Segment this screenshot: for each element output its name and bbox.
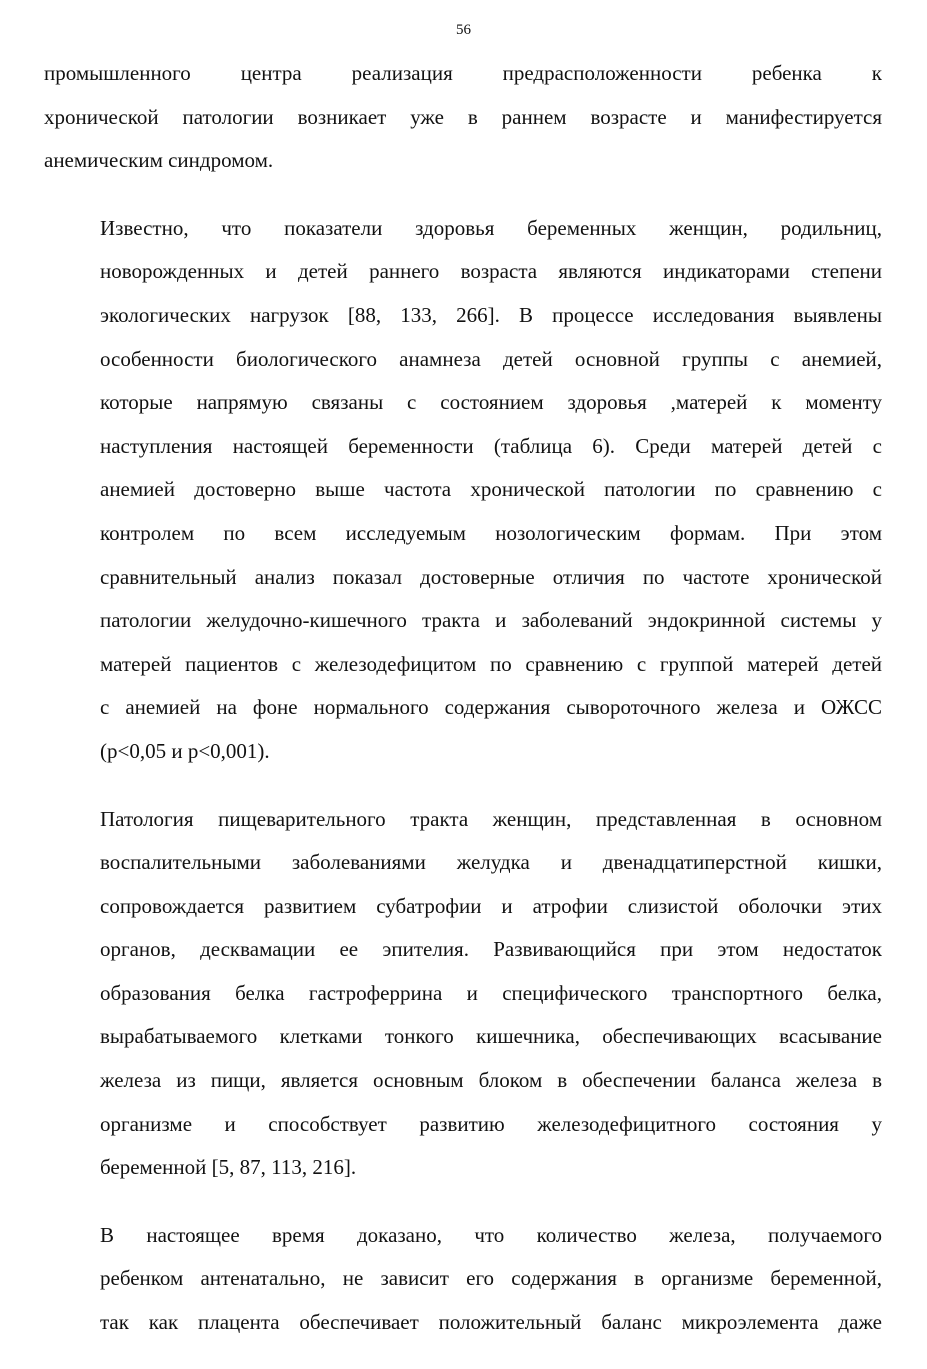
text-line: вырабатываемого клетками тонкого кишечника, обеспечивающих всасывание [100, 1024, 882, 1049]
text-line: воспалительными заболеваниями желудка и двенадцатиперстной кишки, [100, 850, 882, 875]
text-line: которые напрямую связаны с состоянием здоровья ,матерей к моменту [100, 390, 882, 415]
text-line: железа из пищи, является основным блоком в обеспечении баланса железа в [100, 1068, 882, 1093]
text-line: анемией достоверно выше частота хронической патологии по сравнению с [100, 477, 882, 502]
text-line: сопровождается развитием субатрофии и атрофии слизистой оболочки этих [100, 893, 882, 918]
text-line: анемическим синдромом. [44, 148, 274, 173]
paragraph [44, 798, 882, 1190]
text-line: В настоящее время доказано, что количество железа, получаемого [100, 1222, 882, 1247]
text-line: так как плацента обеспечивает положительный баланс микроэлемента даже [100, 1310, 882, 1335]
text-line: Известно, что показатели здоровья беременных женщин, родильниц, [100, 215, 882, 240]
paragraph [44, 207, 882, 774]
text-line: промышленного центра реализация предрасположенности ребенка к [44, 61, 882, 85]
text-line: ребенком антенатально, не зависит его содержания в организме беременной, [100, 1266, 882, 1291]
text-line: новорожденных и детей раннего возраста являются индикаторами степени [100, 259, 882, 284]
text-line: наступления настоящей беременности (таблица 6). Среди матерей детей с [100, 433, 882, 458]
text-line: (p<0,05 и p<0,001). [100, 738, 270, 763]
text-line: организме и способствует развитию железодефицитного состояния у [100, 1111, 882, 1136]
page-body [44, 52, 882, 1369]
text-line: матерей пациентов с железодефицитом по сравнению с группой матерей детей [100, 651, 882, 676]
text-line: с анемией на фоне нормального содержания сывороточного железа и ОЖСС [100, 695, 882, 720]
paragraph [44, 1214, 882, 1345]
text-line: особенности биологического анамнеза детей основной группы с анемией, [100, 346, 882, 371]
text-line: контролем по всем исследуемым нозологическим формам. При этом [100, 520, 882, 545]
text-line: органов, десквамации ее эпителия. Развивающийся при этом недостаток [100, 937, 882, 962]
text-line: хронической патологии возникает уже в раннем возрасте и манифестируется [44, 104, 882, 129]
page-number: 56 [456, 22, 471, 38]
text-line: сравнительный анализ показал достоверные отличия по частоте хронической [100, 564, 882, 589]
text-line: патологии желудочно-кишечного тракта и заболеваний эндокринной системы у [100, 608, 882, 633]
text-line: беременной [5, 87, 113, 216]. [100, 1155, 357, 1180]
text-line: образования белка гастроферрина и специфического транспортного белка, [100, 980, 882, 1005]
text-line: Патология пищеварительного тракта женщин, представленная в основном [100, 806, 882, 831]
paragraph [44, 52, 882, 183]
text-line: экологических нагрузок [88, 133, 266]. В процессе исследования выявлены [100, 302, 882, 327]
